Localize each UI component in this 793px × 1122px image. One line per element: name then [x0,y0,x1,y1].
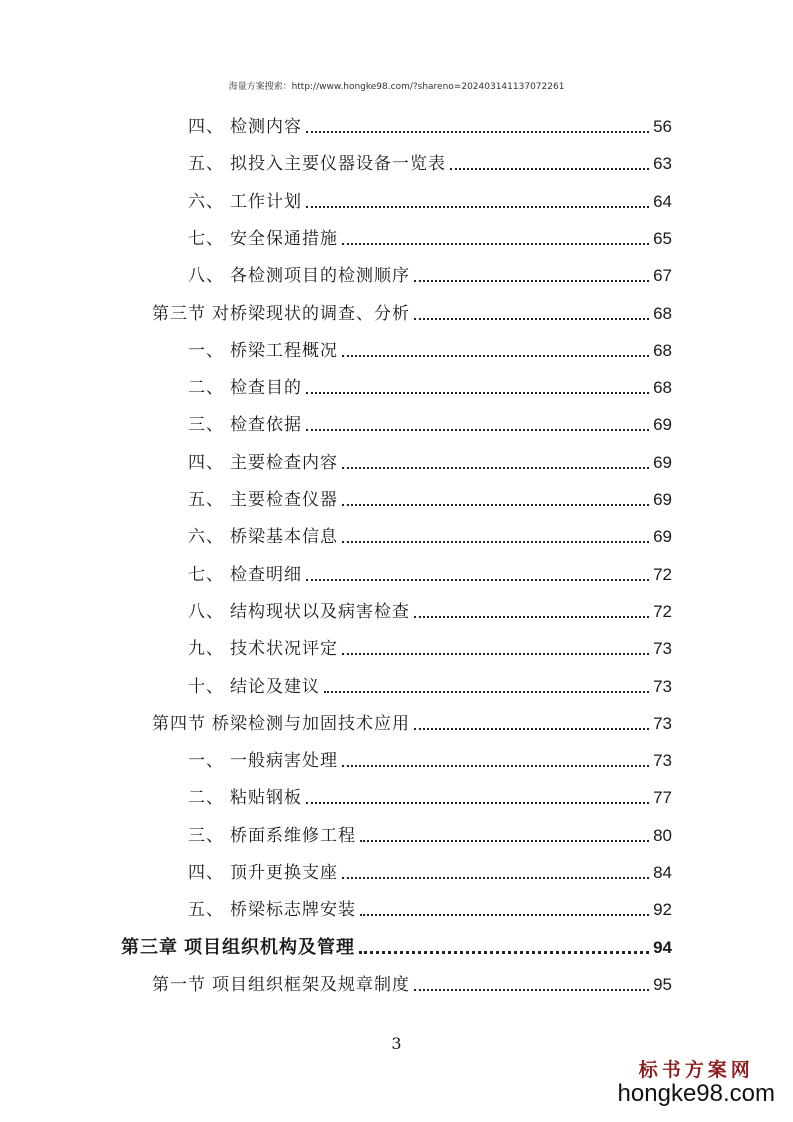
toc-entry-page: 94 [653,937,672,957]
toc-entry-title: 桥面系维修工程 [230,825,356,846]
toc-entry-page: 68 [653,378,672,398]
toc-entry-page: 67 [653,266,672,286]
toc-entry-title: 主要检查仪器 [230,490,338,510]
toc-leader-dots [342,355,649,357]
toc-entry-title: 技术状况评定 [230,639,338,660]
toc-entry-page: 95 [653,974,672,994]
toc-entry-number: 二、 [188,378,224,399]
toc-entry-page: 73 [653,751,672,771]
toc-entry-page: 63 [653,154,672,174]
toc-entry-number: 五、 [188,900,224,921]
page-number: 3 [391,1034,402,1053]
toc-entry-page: 92 [653,900,672,920]
toc-entry-label [188,601,410,623]
toc-entry-number: 第三章 [121,936,178,958]
toc-entry-title: 结构现状以及病害检查 [230,601,410,622]
toc-entry-section[interactable] [152,959,672,996]
toc-entry-sub[interactable] [188,474,672,511]
toc-entry-label [188,340,338,362]
toc-leader-dots [414,616,649,618]
toc-entry-number: 二、 [188,788,224,809]
toc-entry-page: 73 [653,639,672,659]
toc-entry-sub[interactable] [188,549,672,586]
toc-entry-sub[interactable] [188,250,672,287]
toc-entry-title: 各检测项目的检测顺序 [230,266,410,287]
toc-entry-number: 七、 [188,228,224,249]
toc-entry-number: 四、 [188,452,224,473]
toc-entry-label [188,825,356,847]
toc-leader-dots [342,653,649,655]
toc-entry-number: 第三节 [152,303,206,324]
toc-entry-label [188,899,356,921]
toc-entry-sub[interactable] [188,437,672,474]
toc-entry-sub[interactable] [188,101,672,138]
toc-entry-label [188,153,446,175]
toc-entry-number: 四、 [188,117,224,137]
toc-entry-chapter[interactable] [121,922,672,959]
toc-leader-dots [342,765,649,767]
toc-entry-label [188,564,302,586]
toc-entry-number: 五、 [188,490,224,510]
toc-entry-label [188,862,338,884]
toc-entry-page: 65 [653,228,672,248]
toc-leader-dots [414,989,649,991]
toc-entry-label [152,974,410,996]
toc-leader-dots [414,280,649,282]
toc-entry-label [188,265,410,287]
toc-entry-number: 四、 [188,863,224,883]
watermark-logo [618,1055,775,1108]
toc-leader-dots [360,840,649,842]
toc-entry-page: 69 [653,452,672,472]
toc-entry-sub[interactable] [188,847,672,884]
toc-entry-label [188,452,338,474]
toc-entry-sub[interactable] [188,176,672,213]
toc-leader-dots [342,504,649,506]
toc-leader-dots [342,467,649,469]
toc-entry-title: 工作计划 [230,191,302,212]
toc-entry-sub[interactable] [188,884,672,921]
toc-entry-page: 69 [653,490,672,509]
toc-entry-number: 三、 [188,825,224,846]
watermark-en-text: hongke98.com [617,1080,775,1107]
toc-entry-page: 68 [653,303,672,323]
toc-entry-title: 检查目的 [230,378,302,399]
toc-entry-page: 80 [653,825,672,845]
toc-entry-title: 检测内容 [230,117,302,137]
toc-entry-page: 72 [653,564,672,584]
toc-leader-dots [450,168,649,170]
toc-entry-sub[interactable] [188,623,672,660]
toc-entry-title: 顶升更换支座 [230,863,338,883]
toc-entry-number: 一、 [188,340,224,361]
toc-entry-page: 68 [653,340,672,360]
toc-entry-section[interactable] [152,288,672,325]
toc-entry-sub[interactable] [188,772,672,809]
toc-leader-dots [306,579,649,581]
toc-entry-label [188,228,338,250]
toc-entry-sub[interactable] [188,138,672,175]
toc-entry-title: 检查依据 [230,415,302,436]
toc-leader-dots [342,541,649,543]
toc-entry-label [152,303,410,325]
toc-leader-dots [306,802,649,804]
toc-leader-dots [414,728,649,730]
toc-entry-label [188,787,302,809]
toc-entry-page: 84 [653,863,672,882]
toc-entry-number: 三、 [188,415,224,436]
toc-leader-dots [414,318,649,320]
toc-leader-dots [306,392,649,394]
toc-entry-label [188,414,302,436]
toc-entry-title: 拟投入主要仪器设备一览表 [230,154,446,175]
toc-entry-title: 项目组织框架及规章制度 [212,974,410,995]
toc-leader-dots [342,243,649,245]
toc-entry-sub[interactable] [188,810,672,847]
toc-entry-number: 九、 [188,639,224,660]
toc-entry-sub[interactable] [188,735,672,772]
toc-entry-number: 五、 [188,154,224,175]
toc-entry-number: 一、 [188,751,224,772]
toc-entry-title: 对桥梁现状的调查、分析 [212,303,410,324]
toc-entry-number: 六、 [188,191,224,212]
toc-entry-title: 项目组织机构及管理 [184,936,355,958]
toc-leader-dots [342,877,649,879]
toc-entry-section[interactable] [152,698,672,735]
toc-entry-label [188,377,302,399]
toc-entry-number: 六、 [188,527,224,548]
toc-entry-title: 粘贴钢板 [230,788,302,809]
toc-entry-sub[interactable] [188,586,672,623]
toc-entry-page: 69 [653,415,672,435]
toc-entry-sub[interactable] [188,661,672,698]
toc-entry-page: 77 [653,788,672,808]
toc-entry-sub[interactable] [188,213,672,250]
toc-entry-label [188,526,338,548]
toc-entry-title: 主要检查内容 [230,452,338,473]
toc-entry-number: 八、 [188,601,224,622]
toc-entry-label [188,676,320,698]
toc-entry-page: 73 [653,713,672,733]
toc-entry-label [188,750,338,772]
toc-entry-sub[interactable] [188,362,672,399]
toc-entry-page: 56 [653,117,672,136]
toc-entry-sub[interactable] [188,325,672,362]
toc-leader-dots [306,131,649,133]
toc-entry-page: 72 [653,601,672,621]
toc-entry-title: 结论及建议 [230,676,320,697]
watermark-cn-text: 标书方案网 [638,1059,754,1081]
toc-entry-number: 十、 [188,676,224,697]
header-search-note: 海量方案搜索：http://www.hongke98.com/?shareno=202403141137072261 [228,82,565,92]
toc-entry-label [152,713,410,735]
toc-entry-title: 桥梁基本信息 [230,527,338,548]
toc-entry-number: 第四节 [152,713,206,734]
toc-entry-title: 桥梁工程概况 [230,340,338,361]
toc-entry-page: 64 [653,191,672,211]
toc-entry-page: 69 [653,527,672,547]
toc-entry-title: 检查明细 [230,564,302,585]
toc-entry-sub[interactable] [188,511,672,548]
toc-entry-page: 73 [653,676,672,696]
toc-entry-number: 第一节 [152,974,206,995]
toc-entry-label [121,937,355,959]
toc-entry-label [188,116,302,138]
toc-entry-sub[interactable] [188,399,672,436]
toc-entry-title: 一般病害处理 [230,751,338,772]
toc-leader-dots [359,951,649,954]
toc-entry-label [188,489,338,511]
toc-entry-title: 桥梁标志牌安装 [230,900,356,921]
toc-entry-label [188,638,338,660]
toc-leader-dots [306,429,649,431]
toc-entry-title: 桥梁检测与加固技术应用 [212,713,410,734]
toc-entry-label [188,191,302,213]
toc-entry-title: 安全保通措施 [230,228,338,249]
toc-entry-number: 七、 [188,564,224,585]
toc-entry-number: 八、 [188,266,224,287]
toc-leader-dots [306,206,649,208]
toc-leader-dots [360,914,649,916]
toc-leader-dots [324,691,649,693]
